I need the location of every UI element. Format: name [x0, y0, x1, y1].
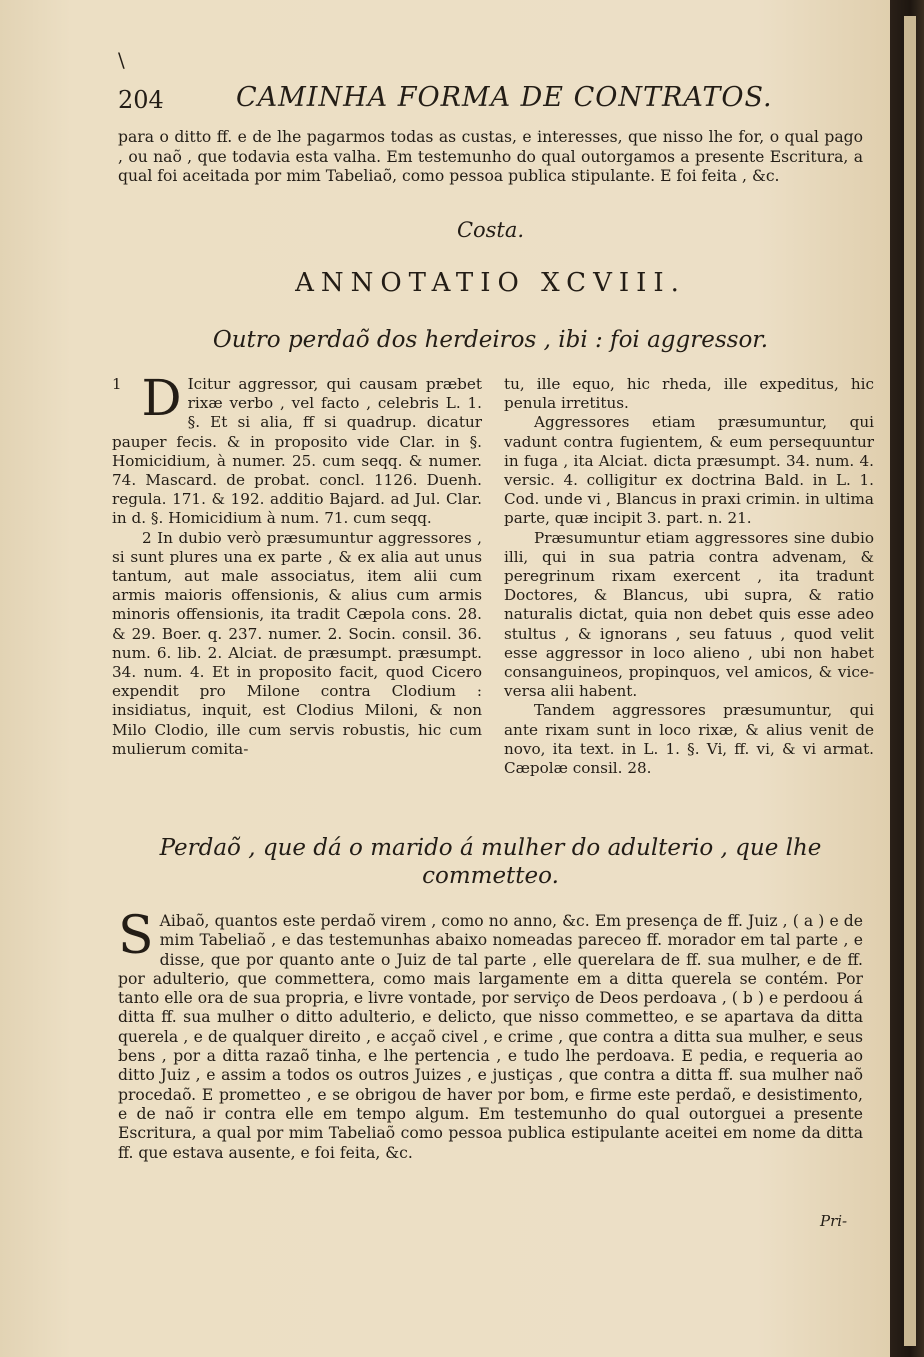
note-number: 1 — [112, 375, 122, 393]
tick-mark: \ — [118, 48, 125, 72]
left-paragraph-1 — [112, 369, 482, 529]
catchword: Pri- — [820, 1212, 848, 1230]
drop-cap: D — [141, 369, 182, 427]
page-number: 204 — [118, 86, 164, 114]
right-paragraph-1: tu, ille equo, hic rheda, ille expeditus, hic penula irretitus. — [504, 375, 874, 413]
section-subheading: Outro perdaõ dos herdeiros , ibi : foi aggressor. — [212, 327, 769, 353]
right-paragraph-3: Præsumuntur etiam aggressores sine dubio illi, qui in sua patria contra advenam, & peregrinum rixam exercent , ita tradunt Doctores, & Blancus, ubi supra, & ratio naturalis dictat, quia non debet quis esse adeo stultus , & ignorans , seu fatuus , quod velit esse aggressor in loco alieno , ubi non habet consanguineos, propinquos, vel amicos, & vice-versa alii habent. — [504, 528, 874, 701]
main-text — [118, 906, 863, 1163]
opening-paragraph: para o ditto ff. e de lhe pagarmos todas as custas, e interesses, que nisso lhe for, o qual pago , ou naõ , que todavia esta valha. Em testemunho do qual outorgamos a presente Escritura, a qual foi aceitada por mim Tabeliaõ, como pessoa publica stipulante. E foi feita , &c. — [118, 128, 863, 185]
running-head: CAMINHA FORMA DE CONTRATOS. — [236, 82, 773, 113]
signature: Costa. — [456, 218, 525, 242]
right-column — [504, 375, 874, 778]
next-page-edge — [904, 16, 916, 1346]
left-text-1: Icitur aggressor, qui causam præbet rixæ verbo , vel facto , celebris L. 1. §. Et si alia, ff si quadrup. dicatur pauper fecis. & in proposito vide Clar. in §. Homicidium, à numer. 25. cum seqq. & numer. 74. Mascard. de probat. concl. 1126. Duenh. regula. 171. & 192. additio Bajard. ad Jul. Clar. in d. §. Homicidium à num. 71. cum seqq. — [112, 375, 482, 528]
section-heading-2: Perdaõ , que dá o marido á mulher do adulterio , que lhe commetteo. — [159, 835, 822, 889]
page-header — [118, 82, 863, 118]
left-paragraph-2: 2 In dubio verò præsumuntur aggressores , si sunt plures una ex parte , & ex alia aut unus tantum, aut male associatus, item alii cum armis maioris offensionis, & alius cum armis minoris offensionis, ita tradit Cæpola cons. 28. & 29. Boer. q. 237. numer. 2. Socin. consil. 36. num. 6. lib. 2. Alciat. de præsumpt. præsumpt. 34. num. 4. Et in proposito facit, quod Cicero expendit pro Milone contra Clodium : insidiatus, inquit, est Clodius Miloni, & non Milo Clodio, ille cum servis robustis, hic cum mulierum comita- — [112, 528, 482, 758]
drop-cap-s: S — [118, 906, 154, 966]
left-column — [112, 369, 482, 759]
main-text-body: Aibaõ, quantos este perdaõ virem , como no anno, &c. Em presença de ff. Juiz , ( a ) e de mim Tabeliaõ , e das testemunhas abaixo nomeadas pareceo ff. morador em tal parte , e disse, que por quanto ante o Juiz de tal parte , elle querelara de ff. sua mulher, e de ff. por adulterio, que commettera, como mais largamente em a ditta querela se contém. Por tanto elle ora de sua propria, e livre vontade, por serviço de Deos perdoava , ( b ) e perdoou á ditta ff. sua mulher o ditto adulterio, e delicto, que nisso commetteo, e se apartava da ditta querela , e de qualquer direito , e acçaõ civel , e crime , que contra a ditta sua mulher, e seus bens , por a ditta razaõ tinha, e lhe pertencia , e tudo lhe perdoava. E pedia, e requeria ao ditto Juiz , e assim a todos os outros Juizes , e justiças , que contra a ditta ff. sua mulher naõ procedaõ. E prometteo , e se obrigou de haver por bom, e firme este perdaõ, e desistimento, e de naõ ir contra elle em tempo algum. Em testemunho do qual outorguei a presente Escritura, a qual por mim Tabeliaõ como pessoa publica estipulante aceitei em nome da ditta ff. que estava ausente, e foi feita, &c. — [118, 912, 863, 1162]
right-paragraph-4: Tandem aggressores præsumuntur, qui ante rixam sunt in loco rixæ, & alius venit de novo, ita text. in L. 1. §. Vi, ff. vi, & vi armat. Cæpolæ consil. 28. — [504, 701, 874, 778]
annotatio-heading: ANNOTATIO XCVIII. — [295, 268, 686, 298]
right-paragraph-2: Aggressores etiam præsumuntur, qui vadunt contra fugientem, & eum persequuntur in fuga , ita Alciat. dicta præsumpt. 34. num. 4. versic. 4. colligitur ex doctrina Bald. in L. 1. Cod. unde vi , Blancus in praxi crimin. in ultima parte, quæ incipit 3. part. n. 21. — [504, 413, 874, 528]
